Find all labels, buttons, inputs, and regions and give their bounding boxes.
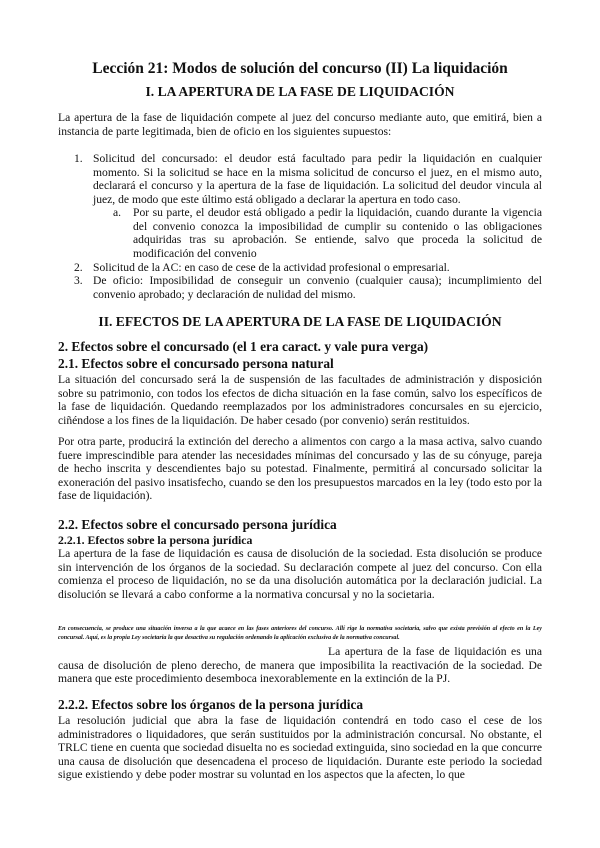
list-item-number: 2. <box>74 261 83 274</box>
section-2-heading: II. EFECTOS DE LA APERTURA DE LA FASE DE LIQUIDACIÓN <box>98 314 502 329</box>
sublist-item-number: a. <box>113 206 122 219</box>
subsection-2-2-heading: 2.2. Efectos sobre el concursado persona jurídica <box>58 517 337 532</box>
paragraph-pleno-derecho: La apertura de la fase de liquidación es una causa de disolución de pleno derecho, de manera que imposibilita la reactivación de la sociedad. De manera que este procedimiento desemboca inexorablemente en la extinción de la PJ. <box>58 645 542 686</box>
subsection-2-2-1-heading: 2.2.1. Efectos sobre la persona jurídica <box>58 533 253 547</box>
small-print-paragraph: En consecuencia, se produce una situación inversa a la que acaece en las fases anteriores del concurso. Allí rige la normativa societaria, salvo que exista previsión al efecto en la Ley concursal. Aquí, es la propia Ley societaria la que desactiva su regulación ordenando la aplicación exclusiva de la normativa concursal. <box>58 626 542 641</box>
list-item-de-oficio: De oficio: Imposibilidad de conseguir un convenio (cualquier causa); incumplimiento del convenio aprobado; y declaración de nulidad del mismo. <box>93 274 542 301</box>
subsection-2-heading: 2. Efectos sobre el concursado (el 1 era caract. y vale pura verga) <box>58 339 429 354</box>
list-item-solicitud-concursado: Solicitud del concursado: el deudor está facultado para pedir la liquidación en cualquier momento. Si la solicitud se hace en la misma solicitud de concurso el juez, en el mismo auto, declarará el concurso y la apertura de la fase de liquidación. La solicitud del deudor vincula al juez, de modo que este último está obligado a declarar la apertura en todo caso. <box>93 152 542 206</box>
section-1-heading: I. LA APERTURA DE LA FASE DE LIQUIDACIÓN <box>145 84 455 99</box>
list-item-number: 3. <box>74 274 83 287</box>
paragraph-organos-persona-juridica: La resolución judicial que abra la fase de liquidación contendrá en todo caso el cese de los administradores o liquidadores, que serán sustituidos por la administración concursal. No obstante, el TRLC tiene en cuenta que sociedad disuelta no es sociedad extinguida, sino sociedad en la que concurre una causa de disolución que desencadena el proceso de liquidación. Durante este periodo la sociedad sigue existiendo y debe poder mostrar su voluntad en los aspectos que la afecten, lo que <box>58 714 542 782</box>
subsection-2-2-2-heading: 2.2.2. Efectos sobre los órganos de la persona jurídica <box>58 697 364 712</box>
sublist-item-obligacion-deudor: Por su parte, el deudor está obligado a pedir la liquidación, cuando durante la vigencia del convenio conozca la imposibilidad de cumplir su contenido o las obligaciones adquiridas tras su aprobación. Se entiende, salvo que proceda la solicitud de modificación del convenio <box>133 206 542 260</box>
section-1-intro: La apertura de la fase de liquidación compete al juez del concurso mediante auto, que emitirá, bien a instancia de parte legitimada, bien de oficio en los siguientes supuestos: <box>58 111 542 138</box>
paragraph-persona-natural-suspension: La situación del concursado será la de suspensión de las facultades de administración y disposición sobre su patrimonio, con todos los efectos de dicha situación en la fase común, salvo los específicos de la fase de liquidación. Quedando reemplazados por los administradores concursales en su ejercicio, ciñéndose a los fines de la liquidación. De haber cesado (por convenio) serán restituidos. <box>58 373 542 427</box>
list-item-number: 1. <box>74 152 83 165</box>
list-item-solicitud-ac: Solicitud de la AC: en caso de cese de la actividad profesional o empresarial. <box>93 261 450 274</box>
subsection-2-1-heading: 2.1. Efectos sobre el concursado persona natural <box>58 356 334 371</box>
document-title: Lección 21: Modos de solución del concurso (II) La liquidación <box>92 60 508 77</box>
paragraph-persona-natural-alimentos: Por otra parte, producirá la extinción del derecho a alimentos con cargo a la masa activa, salvo cuando fuere imprescindible para atender las necesidades mínimas del concursado y las de su cónyuge, pareja de hecho inscrita y descendientes bajo su potestad. Finalmente, permitirá al concursado solicitar la exoneración del pasivo insatisfecho, cuando se den los presupuestos marcados en la ley (todo esto por la fase de liquidación). <box>58 435 542 503</box>
paragraph-disolucion-sociedad: La apertura de la fase de liquidación es causa de disolución de la sociedad. Esta disolución se produce sin intervención de los órganos de la sociedad. Su declaración compete al juez del concurso. Con ella comienza el proceso de liquidación, no se da una disolución automática por la declaración judicial. La disolución se llevará a cabo conforme a la normativa concursal y no la societaria. <box>58 547 542 601</box>
